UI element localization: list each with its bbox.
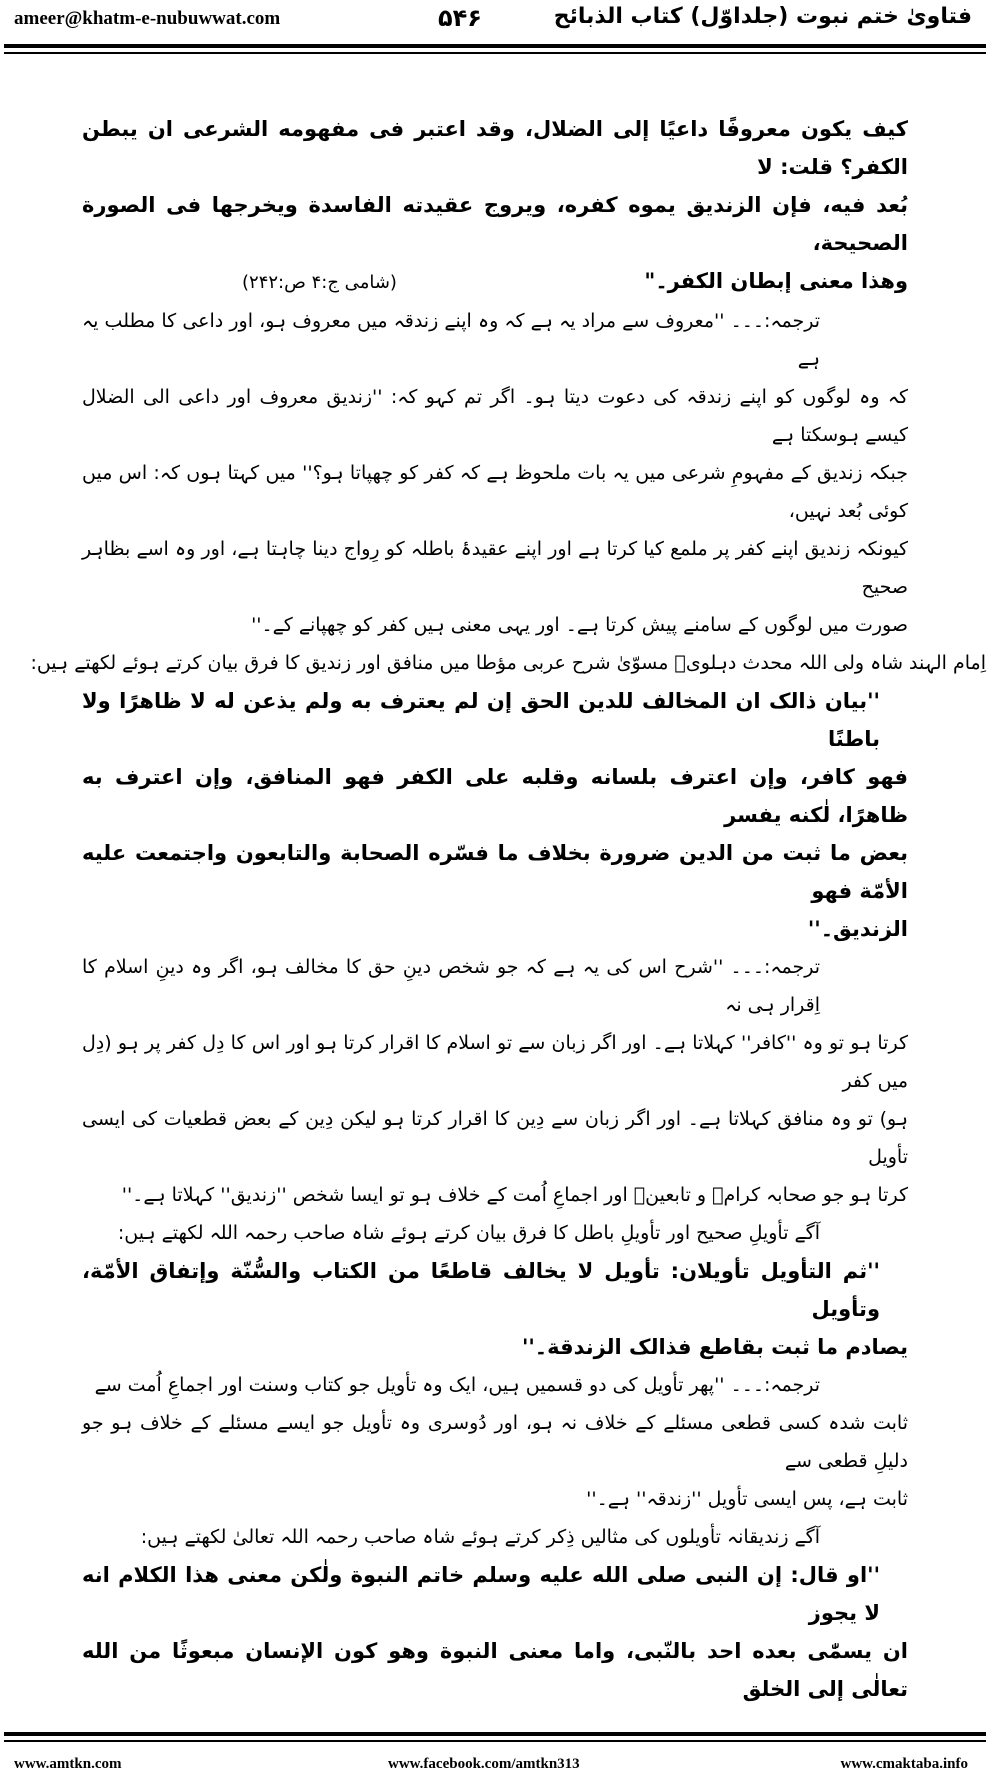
text-line: بُعد فیه، فإن الزندیق یموه کفره، ویروج عقیدته الفاسدة ویخرجها فی الصورة الصحیحة،	[82, 193, 908, 255]
page-number: ۵۴۶	[438, 4, 482, 32]
text-line: فهو کافر، وإن اعترف بلسانه وقلبه علی الکفر فهو المنافق، وإن اعترف به ظاهرًا، لٰکنه یفسر	[82, 765, 908, 827]
text-line: اِمام الہند شاہ ولی اللہ محدث دہلویؒ مسوّیٰ شرح عربی مؤطا میں منافق اور زندیق کا فرق بیان کرتے ہوئے لکھتے ہیں:	[30, 652, 986, 674]
header-email: ameer@khatm-e-nubuwwat.com	[14, 8, 281, 29]
text-line: ''ثم التأویل تأویلان: تأویل لا یخالف قاطعًا من الکتاب والسُّنّة وإتفاق الأمّة، وتأویل	[82, 1259, 880, 1321]
text-line: ''بیان ذالک ان المخالف للدین الحق إن لم یعترف به ولم یذعن له لا ظاهرًا ولا باطنًا	[82, 689, 880, 751]
text-line: کہ وہ لوگوں کو اپنے زندقہ کی دعوت دیتا ہو۔ اگر تم کہو کہ: ''زندیق معروف اور داعی الی الضلال کیسے ہوسکتا ہے	[82, 386, 908, 446]
text-line: ترجمہ:۔۔۔ ''پھر تأویل کی دو قسمیں ہیں، ایک وہ تأویل جو کتاب وسنت اور اجماعِ اُمت سے	[94, 1374, 820, 1396]
page-body	[0, 54, 990, 1732]
footer-rule	[4, 1732, 986, 1736]
text-line: کیونکہ زندیق اپنے کفر پر ملمع کیا کرتا ہے اور اپنے عقیدۂ باطلہ کو رِواج دینا چاہتا ہے، اور وہ اسے بظاہر صحیح	[82, 538, 908, 598]
text-line: ثابت ہے، پس ایسی تأویل ''زندقہ'' ہے۔''	[586, 1488, 908, 1510]
text-line: ترجمہ:۔۔۔ ''شرح اس کی یہ ہے کہ جو شخص دینِ حق کا مخالف ہو، اگر وہ دینِ اسلام کا اِقرار ہی نہ	[82, 956, 820, 1016]
text-line: بعض ما ثبت من الدین ضرورة بخلاف ما فسّره الصحابة والتابعون واجتمعت علیه الأمّة فهو	[82, 841, 908, 903]
text-line: ''او قال: إن النبی صلی الله علیه وسلم خاتم النبوة ولٰکن معنی هذا الکلام انه لا یجوز	[82, 1563, 880, 1625]
footer-rule-thin	[4, 1740, 986, 1742]
text-line: ترجمہ:۔۔۔ ''معروف سے مراد یہ ہے کہ وہ اپنے زندقہ میں معروف ہو، اور داعی کا مطلب یہ ہے	[82, 310, 820, 370]
page-header	[0, 0, 990, 44]
text-line: جبکہ زندیق کے مفہومِ شرعی میں یہ بات ملحوظ ہے کہ کفر کو چھپاتا ہو؟'' میں کہتا ہوں کہ: اس میں کوئی بُعد نہیں،	[82, 462, 908, 522]
text-line: آگے تأویلِ صحیح اور تأویلِ باطل کا فرق بیان کرتے ہوئے شاہ صاحب رحمہ اللہ لکھتے ہیں:	[117, 1222, 820, 1244]
text-line: صورت میں لوگوں کے سامنے پیش کرتا ہے۔ اور یہی معنی ہیں کفر کو چھپانے کے۔''	[251, 614, 908, 636]
footer-link-facebook[interactable]: www.facebook.com/amtkn313	[388, 1756, 580, 1772]
quote-end-row	[82, 262, 908, 302]
text-line: یصادم ما ثبت بقاطع فذالک الزندقة۔''	[521, 1335, 908, 1359]
text-line: آگے زندیقانہ تأویلوں کی مثالیں ذِکر کرتے ہوئے شاہ صاحب رحمہ اللہ تعالیٰ لکھتے ہیں:	[140, 1526, 820, 1548]
page-footer	[0, 1748, 990, 1792]
text-line: ثابت شدہ کسی قطعی مسئلے کے خلاف نہ ہو، اور دُوسری وہ تأویل جو ایسے مسئلے کے خلاف ہو جو دلیلِ قطعی سے	[82, 1412, 908, 1472]
text-line: ان یسمّٰی بعده احد بالنّبی، واما معنی النبوة وهو کون الإنسان مبعوثًا من الله تعالٰی إلی الخلق	[82, 1639, 908, 1701]
book-title: فتاویٰ ختم نبوت (جلداوّل) کتاب الذبائح	[553, 4, 972, 29]
text-line: وهذا معنی إبطان الکفر۔"	[644, 269, 908, 293]
text-line: کرتا ہو تو وہ ''کافر'' کہلاتا ہے۔ اور اگر زبان سے تو اسلام کا اقرار کرتا ہو اور اس کا دِل کفر پر ہو (دِل میں کفر	[82, 1032, 908, 1092]
text-line: ہو) تو وہ منافق کہلاتا ہے۔ اور اگر زبان سے دِین کا اقرار کرتا ہو لیکن دِین کے بعض قطعیات کی ایسی تأویل	[82, 1108, 908, 1168]
citation: (شامی ج:۴ ص:۲۴۲)	[242, 272, 397, 293]
text-line: الزندیق۔''	[807, 917, 908, 941]
text-line: کیف یکون معروفًا داعیًا إلی الضلال، وقد اعتبر فی مفهومه الشرعی ان یبطن الکفر؟ قلت: لا	[82, 117, 908, 179]
footer-link-amtkn[interactable]: www.amtkn.com	[14, 1756, 122, 1772]
header-rule	[4, 44, 986, 48]
text-line: کرتا ہو جو صحابہ کرامؓ و تابعینؒ اور اجماعِ اُمت کے خلاف ہو تو ایسا شخص ''زندیق'' کہلاتا ہے۔''	[121, 1184, 908, 1206]
footer-link-cmaktaba[interactable]: www.cmaktaba.info	[840, 1756, 968, 1772]
